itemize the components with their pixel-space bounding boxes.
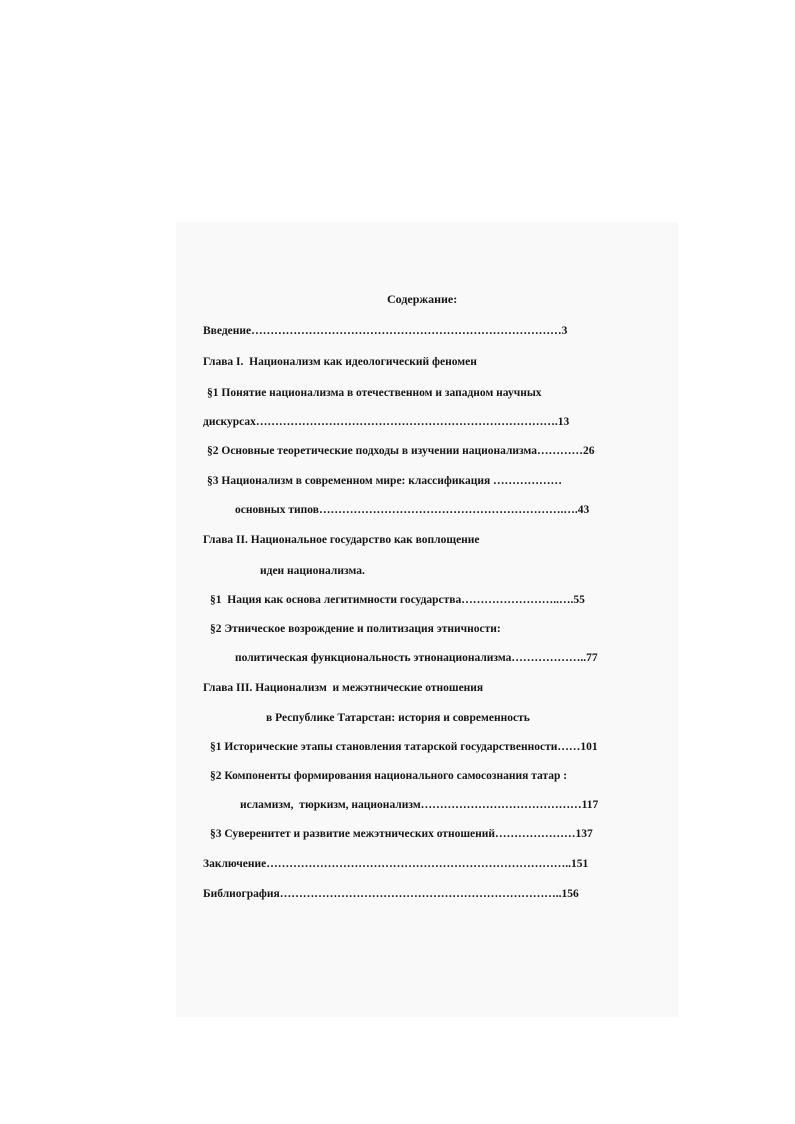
toc-entry-introduction: Введение………………………………………………………………………3 xyxy=(203,325,568,337)
toc-entry-bibliography: Библиография………………………………………………………………..156 xyxy=(203,888,579,900)
toc-section-3-2-line1: §2 Компоненты формирования национального самосознания татар : xyxy=(210,770,568,782)
toc-section-2-2-line2: политическая функциональность этнонационализма………………..77 xyxy=(235,652,598,664)
toc-section-3-2-line2: исламизм, тюркизм, национализм……………………………………117 xyxy=(240,799,599,811)
toc-chapter-2-line2: идеи национализма. xyxy=(260,565,365,577)
toc-section-1-2: §2 Основные теоретические подходы в изучении национализма…………26 xyxy=(207,445,595,457)
toc-section-2-1: §1 Нация как основа легитимности государства……………………..….55 xyxy=(210,594,585,606)
toc-chapter-2-line1: Глава II. Национальное государство как воплощение xyxy=(203,534,480,546)
toc-section-1-3-line1: §3 Национализм в современном мире: классификация ……………… xyxy=(207,475,563,487)
toc-title: Содержание: xyxy=(387,292,458,306)
toc-section-3-3: §3 Суверенитет и развитие межэтнических отношений…………………137 xyxy=(210,828,593,840)
toc-chapter-3-line1: Глава III. Национализм и межэтнические отношения xyxy=(203,682,484,694)
toc-chapter-1: Глава I. Национализм как идеологический феномен xyxy=(203,356,477,368)
toc-section-3-1: §1 Исторические этапы становления татарской государственности……101 xyxy=(210,741,598,753)
toc-section-1-1-line1: §1 Понятие национализма в отечественном и западном научных xyxy=(207,387,542,399)
toc-section-1-3-line2: основных типов……………………………………………………….….43 xyxy=(235,504,590,516)
toc-section-2-2-line1: §2 Этническое возрождение и политизация этничности: xyxy=(210,623,501,635)
toc-chapter-3-line2: в Республике Татарстан: история и современность xyxy=(266,712,530,724)
toc-entry-conclusion: Заключение……………………………………………………………………..151 xyxy=(203,858,589,870)
toc-section-1-1-line2: дискурсах…………………………………………………………………….13 xyxy=(203,416,570,428)
